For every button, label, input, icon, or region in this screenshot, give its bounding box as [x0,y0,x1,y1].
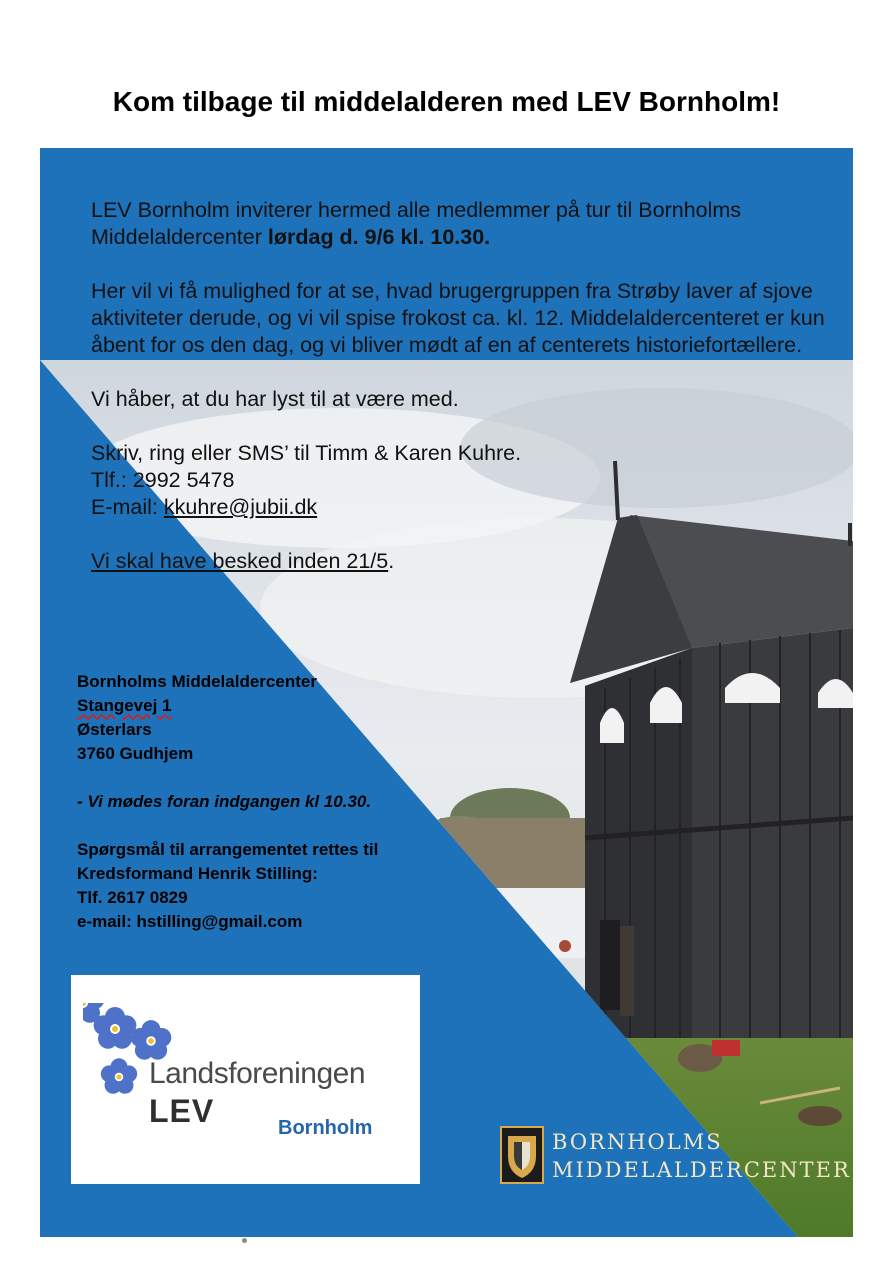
deadline-text: Vi skal have besked inden 21/5 [91,549,389,573]
lev-logo [71,975,420,1184]
deadline-paragraph: Vi skal have besked inden 21/5. [91,549,395,573]
invitation-paragraph: LEV Bornholm inviterer hermed alle medlemmer på tur til Bornholms Middelaldercenter lørdag d. 9/6 kl. 10.30. [91,198,742,249]
contact-paragraph: Skriv, ring eller SMS’ til Timm & Karen Kuhre. Tlf.: 2992 5478 E-mail: kkuhre@jubii.dk [91,441,522,519]
lev-logo-lev: LEV [149,1093,215,1129]
lev-logo-region: Bornholm [278,1117,373,1139]
poster [40,148,853,1237]
venue-town: Østerlars [77,720,152,739]
chair-email: e-mail: hstilling@gmail.com [77,912,303,931]
contact-email-link[interactable]: kkuhre@jubii.dk [163,495,318,519]
venue-street: Stangevej 1 [77,696,172,715]
lev-logo-name: Landsforeningen [149,1057,366,1090]
page-dot [242,1238,247,1243]
program-paragraph: Her vil vi få mulighed for at se, hvad brugergruppen fra Strøby laver af sjove aktiviteter derude, og vi vil spise frokost ca. kl. 12. Middelaldercenteret er kun åbent for os den dag, og vi bliver mødt af en af centerets historiefortællere. [91,279,825,357]
center-logo-line2: MIDDELALDERCENTER [552,1158,851,1182]
hope-paragraph: Vi håber, at du har lyst til at være med. [91,387,459,411]
contact-phone: Tlf.: 2992 5478 [91,468,235,492]
invitation-text [91,197,831,602]
meeting-note: - Vi mødes foran indgangen kl 10.30. [77,792,372,811]
page-title: Kom tilbage til middelalderen med LEV Bornholm! [112,86,781,117]
middelaldercenter-logo [500,1126,851,1186]
center-logo-line1: BORNHOLMS [552,1130,723,1154]
event-date: lørdag d. 9/6 kl. 10.30. [267,225,491,249]
address-block: Bornholms Middelaldercenter Stangevej 1 Østerlars 3760 Gudhjem - Vi mødes foran indgangen kl 10.30. Spørgsmål til arrangementet rettes til Kredsformand Henrik Stilling: Tlf. 2617 0829 e-mail: hstilling@gmail.com [77,672,379,931]
shield-knight-icon [500,1126,544,1184]
venue-name: Bornholms Middelaldercenter [77,672,317,691]
venue-postal: 3760 Gudhjem [77,744,194,763]
chair-phone: Tlf. 2617 0829 [77,888,188,907]
